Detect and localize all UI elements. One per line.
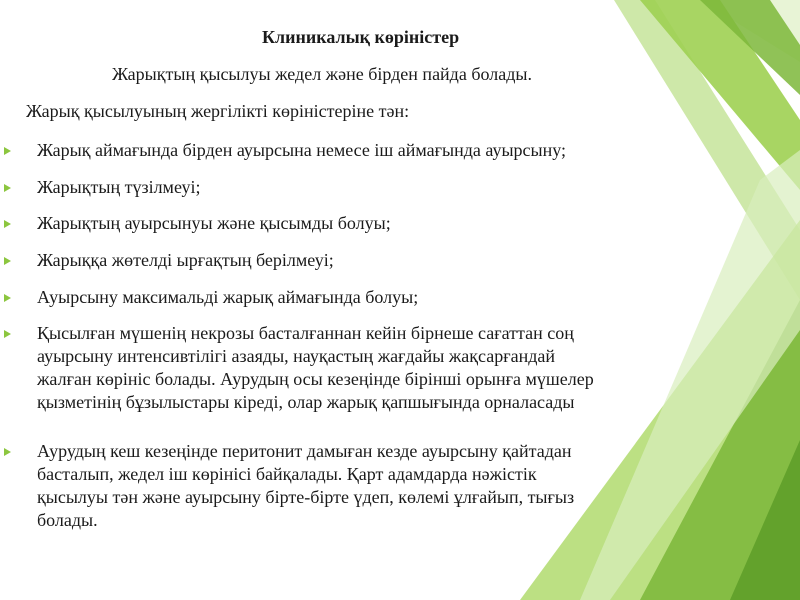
- bullet-arrow-icon: [4, 220, 11, 228]
- bullet-text: Жарықтың ауырсынуы және қысымды болуы;: [37, 213, 391, 233]
- bullet-text: Жарық аймағында бірден ауырсына немесе іш аймағында ауырсыну;: [37, 140, 567, 160]
- bullet-text: Жарыққа жөтелді ырғақтың берілмеуі;: [37, 250, 334, 270]
- bullet-text: Қысылған мүшенің некрозы басталғаннан кейін бірнеше сағаттан соң ауырсыну интенсивтілігі азаяды, науқастың жағдайы жақсарғандай жалған көрініс болады. Аурудың осы кезеңінде бірінші орынға мүшелер қызметінің бұзылыстары кіреді, олар жарық қапшығында орналасады: [37, 323, 594, 412]
- intro-line-2: Жарық қысылуының жергілікті көріністеріне тән:: [26, 101, 410, 121]
- intro-line-1: Жарықтың қысылуы жедел және бірден пайда болады.: [112, 64, 532, 84]
- bullet-arrow-icon: [4, 184, 11, 192]
- bullet-text: Аурудың кеш кезеңінде перитонит дамыған кезде ауырсыну қайтадан басталып, жедел іш көрінісі байқалады. Қарт адамдарда нәжістік қысылуы тән және ауырсыну бірте-бірте үдеп, көлемі ұлғайып, тығыз болады.: [37, 441, 575, 530]
- bullet-arrow-icon: [4, 147, 11, 155]
- slide-title: Клиникалық көріністер: [262, 27, 460, 47]
- bullet-arrow-icon: [4, 448, 11, 456]
- bullet-arrow-icon: [4, 257, 11, 265]
- bullet-arrow-icon: [4, 330, 11, 338]
- bullet-text: Жарықтың түзілмеуі;: [37, 177, 201, 197]
- bullet-text: Ауырсыну максимальді жарық аймағында болуы;: [37, 287, 419, 307]
- bullet-arrow-icon: [4, 294, 11, 302]
